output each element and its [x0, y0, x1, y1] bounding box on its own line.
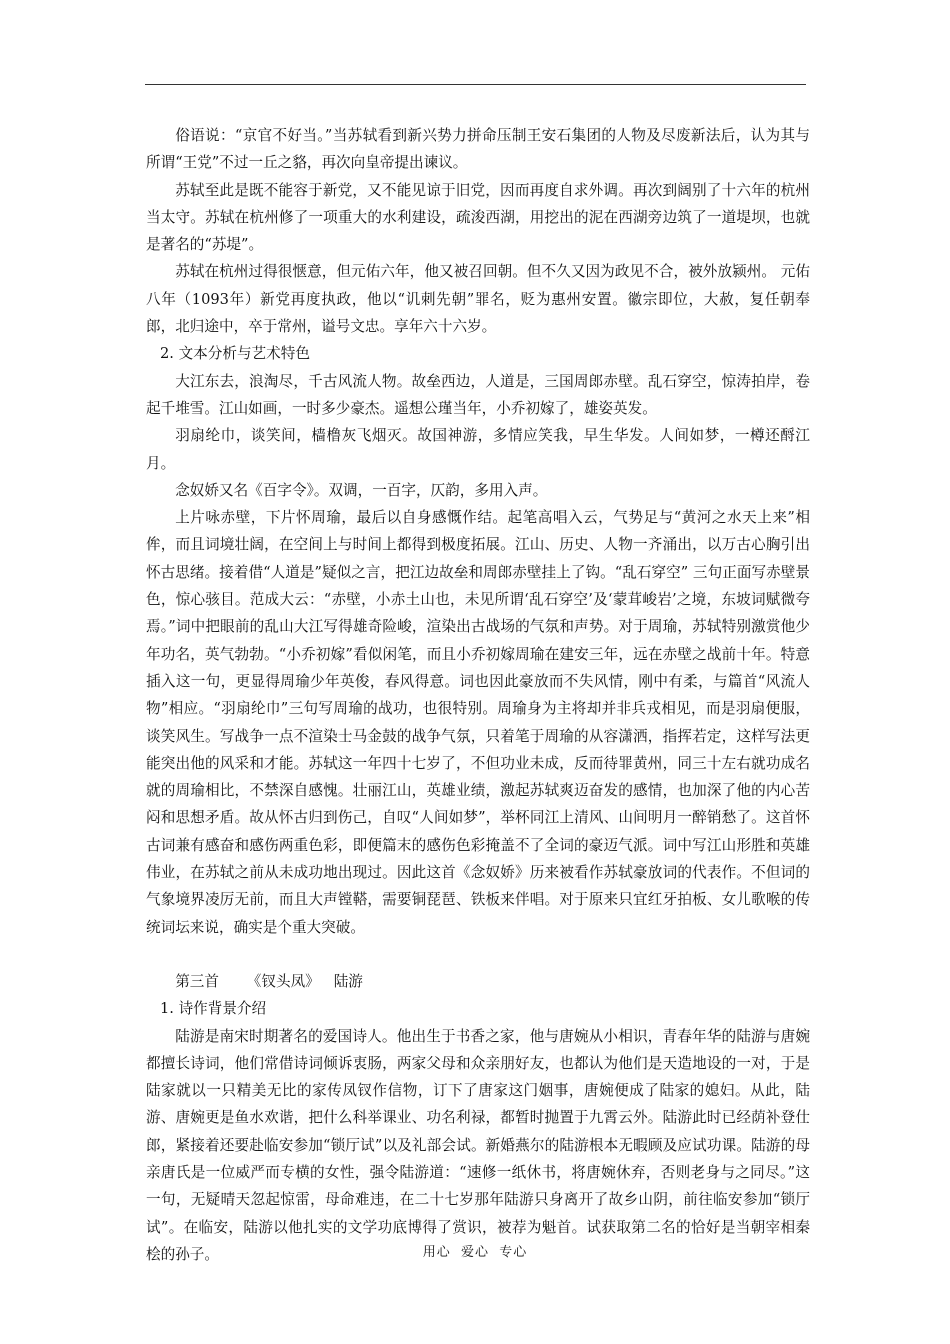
page-footer: 用心 爱心 专心 — [422, 1245, 528, 1260]
header-rule — [145, 84, 806, 85]
paragraph-analysis: 上片咏赤壁，下片怀周瑜，最后以自身感慨作结。起笔高唱入云，气势足与“黄河之水天上来”相侔，而且词境壮阔，在空间上与时间上都得到极度拓展。江山、历史、人物一齐涌出，以万古心胸引出怀古思绪。接着借“人道是”疑似之言，把江边故垒和周郎赤壁挂上了钩。“乱石穿空” 三句正面写赤壁景色，惊心骇目。范成大云：“赤壁，小赤土山也，未见所谓‘乱石穿空’及‘蒙茸峻岩’之境，东坡词赋微夸焉。”词中把眼前的乱山大江写得雄奇险峻，渲染出古战场的气氛和声势。对于周瑜，苏轼特别激赏他少年功名，英气勃勃。“小乔初嫁”看似闲笔，而且小乔初嫁周瑜在建安三年，远在赤壁之战前十年。特意插入这一句，更显得周瑜少年英俊，春风得意。词也因此豪放而不失风情，刚中有柔，与篇首“风流人物”相应。“羽扇纶巾”三句写周瑜的战功，也很特别。周瑜身为主将却并非兵戎相见，而是羽扇便服，谈笑风生。写战争一点不渲染士马金鼓的战争气氛，只着笔于周瑜的从容潇洒，指挥若定，这样写法更能突出他的风采和才能。苏轼这一年四十七岁了，不但功业未成，反而待罪黄州，同三十左右就功成名就的周瑜相比，不禁深自感愧。壮丽江山，英雄业绩，激起苏轼爽迈奋发的感情，也加深了他的内心苦闷和思想矛盾。故从怀古归到伤己，自叹“人间如梦”，举杯同江上清风、山间明月一醉销愁了。这首怀古词兼有感奋和感伤两重色彩，即便篇末的感伤色彩掩盖不了全词的豪迈气派。词中写江山形胜和英雄伟业，在苏轼之前从未成功地出现过。因此这首《念奴娇》历来被看作苏轼豪放词的代表作。不但词的气象境界凌厉无前，而且大声镗鞳，需要铜琵琶、铁板来伴唱。对于原来只宜红牙拍板、女儿歌喉的传统词坛来说，确实是个重大突破。 — [146, 509, 810, 936]
section-heading-text-analysis: 2. 文本分析与艺术特色 — [160, 345, 310, 363]
poem-stanza-1: 大江东去，浪淘尽，千古风流人物。故垒西边，人道是，三国周郎赤壁。乱石穿空，惊涛拍岸，卷起千堆雪。江山如画，一时多少豪杰。遥想公瑾当年，小乔初嫁了，雄姿英发。 — [146, 372, 810, 417]
paragraph-official-saying: 俗语说：“京官不好当。”当苏轼看到新兴势力拼命压制王安石集团的人物及尽废新法后，认为其与所谓“王党”不过一丘之貉，再次向皇帝提出谏议。 — [146, 127, 810, 172]
document-body — [146, 122, 810, 1268]
section-heading-background: 1. 诗作背景介绍 — [160, 1000, 267, 1018]
poem-title-third: 第三首 《钗头凤》 陆游 — [175, 972, 363, 990]
paragraph-lu-you-background: 陆游是南宋时期著名的爱国诗人。他出生于书香之家，他与唐婉从小相识，青春年华的陆游与唐婉都擅长诗词，他们常借诗词倾诉衷肠，两家父母和众亲朋好友，也都认为他们是天造地设的一对，于是陆家就以一只精美无比的家传凤钗作信物，订下了唐家这门姻事，唐婉便成了陆家的媳妇。从此，陆游、唐婉更是鱼水欢谐，把什么科举课业、功名利禄，都暂时抛置于九霄云外。陆游此时已经荫补登仕郎，紧接着还要赴临安参加“锁厅试”以及礼部会试。新婚燕尔的陆游根本无暇顾及应试功课。陆游的母亲唐氏是一位威严而专横的女性，强令陆游道：“速修一纸休书，将唐婉休弃，否则老身与之同尽。”这一句，无疑晴天忽起惊雷，母命难违，在二十七岁那年陆游只身离开了故乡山阴，前往临安参加“锁厅试”。在临安，陆游以他扎实的文学功底博得了赏识，被荐为魁首。试获取第二名的恰好是当朝宰相秦桧的孙子。 — [146, 1027, 810, 1263]
paragraph-tune-info: 念奴娇又名《百字令》。双调，一百字，仄韵，多用入声。 — [175, 481, 548, 499]
paragraph-later-life: 苏轼在杭州过得很惬意，但元佑六年，他又被召回朝。但不久又因为政见不合，被外放颍州。 元佑八年（1093年）新党再度执政，他以“讥刺先朝”罪名，贬为惠州安置。徽宗即位，大赦，复任朝奉郎，北归途中，卒于常州，谥号文忠。享年六十六岁。 — [146, 263, 810, 336]
poem-stanza-2: 羽扇纶巾，谈笑间，樯橹灰飞烟灭。故国神游，多情应笑我，早生华发。人间如梦，一樽还酹江月。 — [146, 427, 810, 472]
paragraph-hangzhou-su-causeway: 苏轼至此是既不能容于新党，又不能见谅于旧党，因而再度自求外调。再次到阔别了十六年的杭州当太守。苏轼在杭州修了一项重大的水利建设，疏浚西湖，用挖出的泥在西湖旁边筑了一道堤坝，也就是著名的“苏堤”。 — [146, 181, 810, 254]
